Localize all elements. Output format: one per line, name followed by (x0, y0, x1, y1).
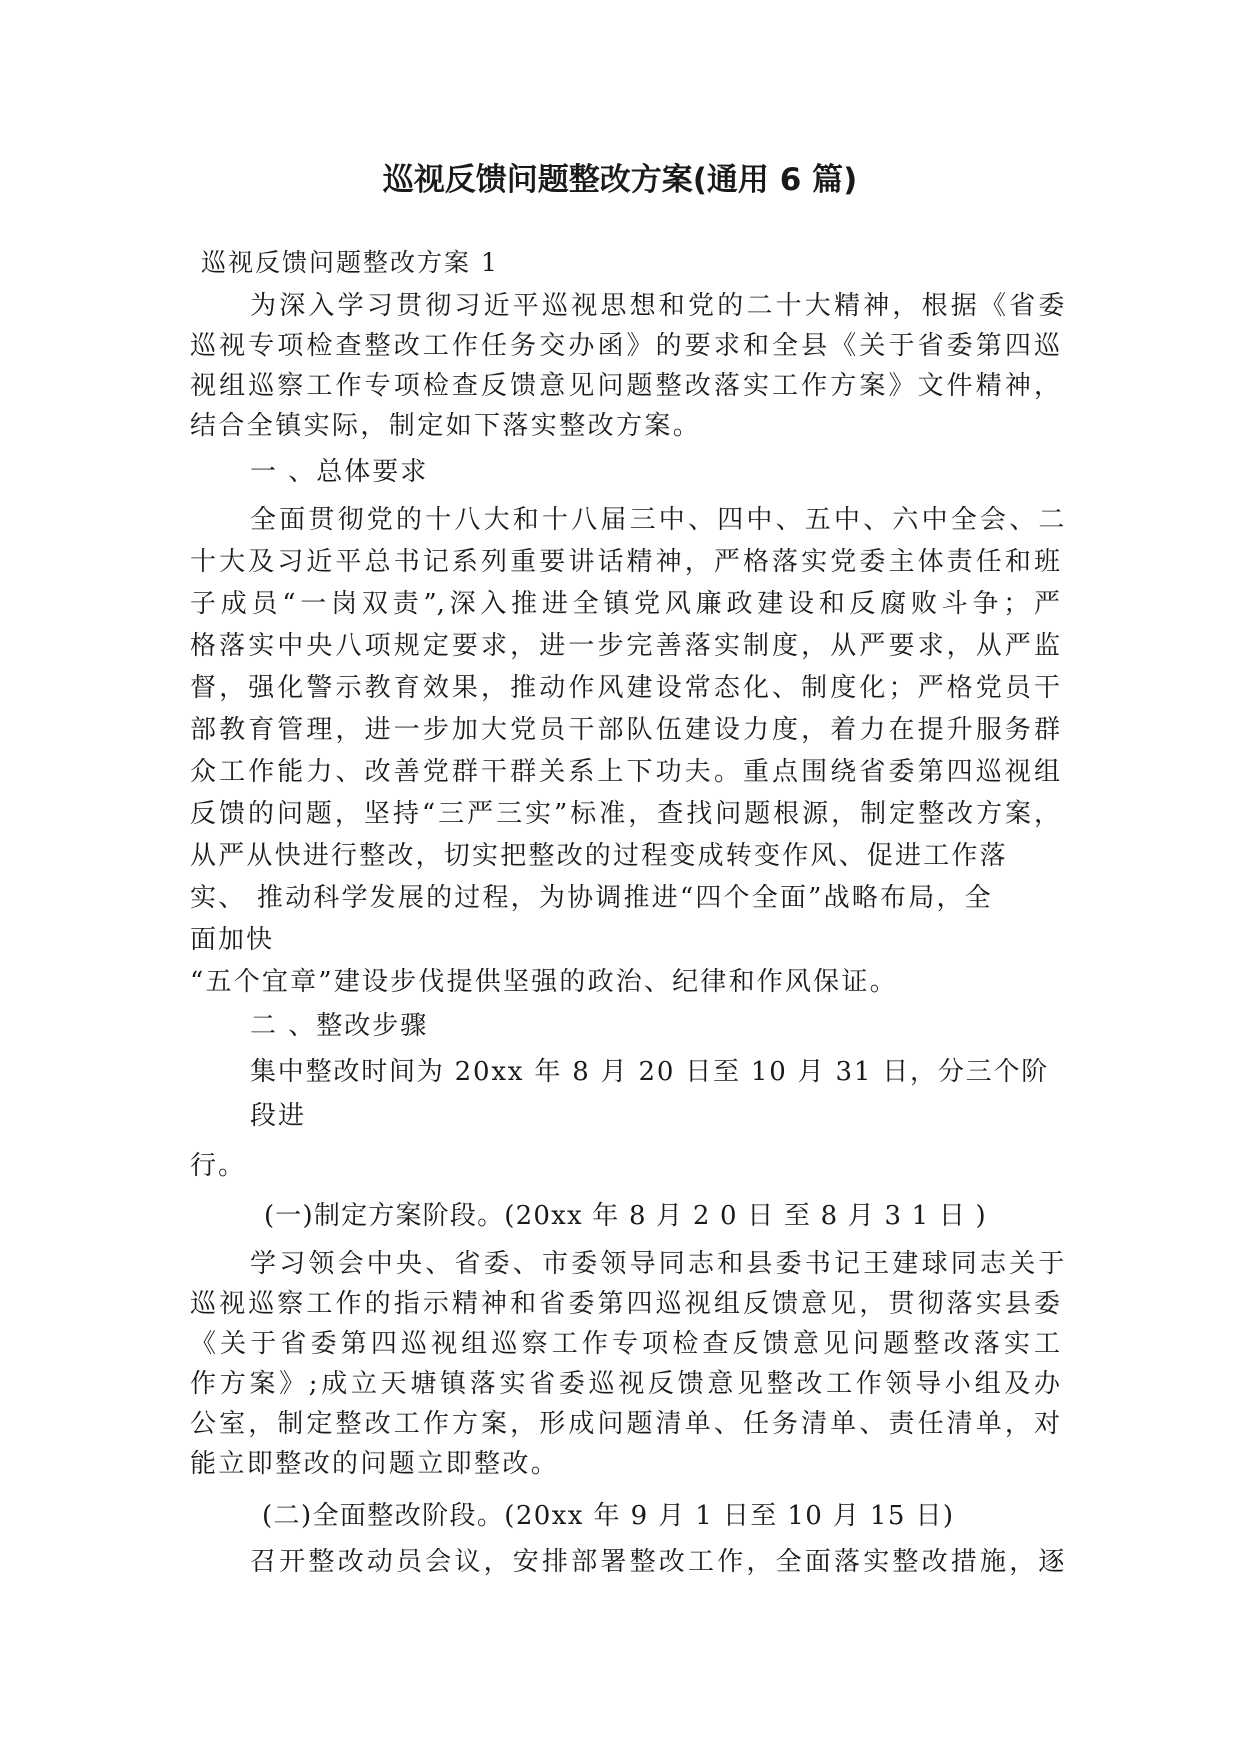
paragraph-line: 集中整改时间为 20xx 年 8 月 20 日至 10 月 31 日，分三个阶 (250, 1057, 1050, 1087)
paragraph-line: 从严从快进行整改，切实把整改的过程变成转变作风、促进工作落 (190, 841, 1008, 871)
paragraph-line: 督，强化警示教育效果，推动作风建设常态化、制度化；严格党员干 (190, 673, 1060, 703)
stage-heading: (一)制定方案阶段。(20xx 年 8 月 2 0 日 至 8 月 3 1 日 ) (264, 1201, 987, 1231)
paragraph-line: 《关于省委第四巡视组巡察工作专项检查反馈意见问题整改落实工 (190, 1329, 1060, 1359)
paragraph-line: 部教育管理，进一步加大党员干部队伍建设力度，着力在提升服务群 (190, 715, 1060, 745)
paragraph-line: 反馈的问题，坚持“三严三实”标准，查找问题根源，制定整改方案， (190, 799, 1060, 829)
paragraph-line: 召开整改动员会议，安排部署整改工作，全面落实整改措施，逐 (250, 1547, 1068, 1577)
paragraph-line: 公室，制定整改工作方案，形成问题清单、任务清单、责任清单，对 (190, 1409, 1060, 1439)
paragraph-line: “五个宜章”建设步伐提供坚强的政治、纪律和作风保证。 (190, 967, 898, 997)
subheading: 一 、总体要求 (250, 457, 429, 487)
paragraph-line: 视组巡察工作专项检查反馈意见问题整改落实工作方案》文件精神， (190, 371, 1060, 401)
paragraph-line: 巡视专项检查整改工作任务交办函》的要求和全县《关于省委第四巡 (190, 331, 1060, 361)
paragraph-line: 众工作能力、改善党群干群关系上下功夫。重点围绕省委第四巡视组 (190, 757, 1060, 787)
paragraph-line: 行。 (190, 1151, 247, 1181)
paragraph-line: 实、 推动科学发展的过程，为协调推进“四个全面”战略布局，全 (190, 883, 993, 913)
paragraph-line: 格落实中央八项规定要求，进一步完善落实制度，从严要求，从严监 (190, 631, 1060, 661)
paragraph-line: 面加快 (190, 925, 275, 955)
paragraph-line: 子成员“一岗双责”,深入推进全镇党风廉政建设和反腐败斗争；严 (190, 589, 1060, 619)
stage-heading: (二)全面整改阶段。(20xx 年 9 月 1 日至 10 月 15 日) (262, 1501, 955, 1531)
paragraph-line: 作方案》;成立天塘镇落实省委巡视反馈意见整改工作领导小组及办 (190, 1369, 1060, 1399)
paragraph-line: 学习领会中央、省委、市委领导同志和县委书记王建球同志关于 (250, 1249, 1068, 1279)
paragraph-line: 全面贯彻党的十八大和十八届三中、四中、五中、六中全会、二 (250, 505, 1068, 535)
paragraph-line: 十大及习近平总书记系列重要讲话精神，严格落实党委主体责任和班 (190, 547, 1060, 577)
paragraph-line: 结合全镇实际，制定如下落实整改方案。 (190, 411, 702, 441)
subheading: 二 、整改步骤 (250, 1011, 429, 1041)
paragraph-line: 巡视巡察工作的指示精神和省委第四巡视组反馈意见，贯彻落实县委 (190, 1289, 1060, 1319)
paragraph-line: 能立即整改的问题立即整改。 (190, 1449, 560, 1479)
paragraph-line: 为深入学习贯彻习近平巡视思想和党的二十大精神，根据《省委 (250, 291, 1068, 321)
paragraph-line: 段进 (250, 1101, 307, 1131)
document-title: 巡视反馈问题整改方案(通用 6 篇) (382, 162, 858, 198)
section-heading: 巡视反馈问题整改方案 1 (201, 248, 499, 277)
